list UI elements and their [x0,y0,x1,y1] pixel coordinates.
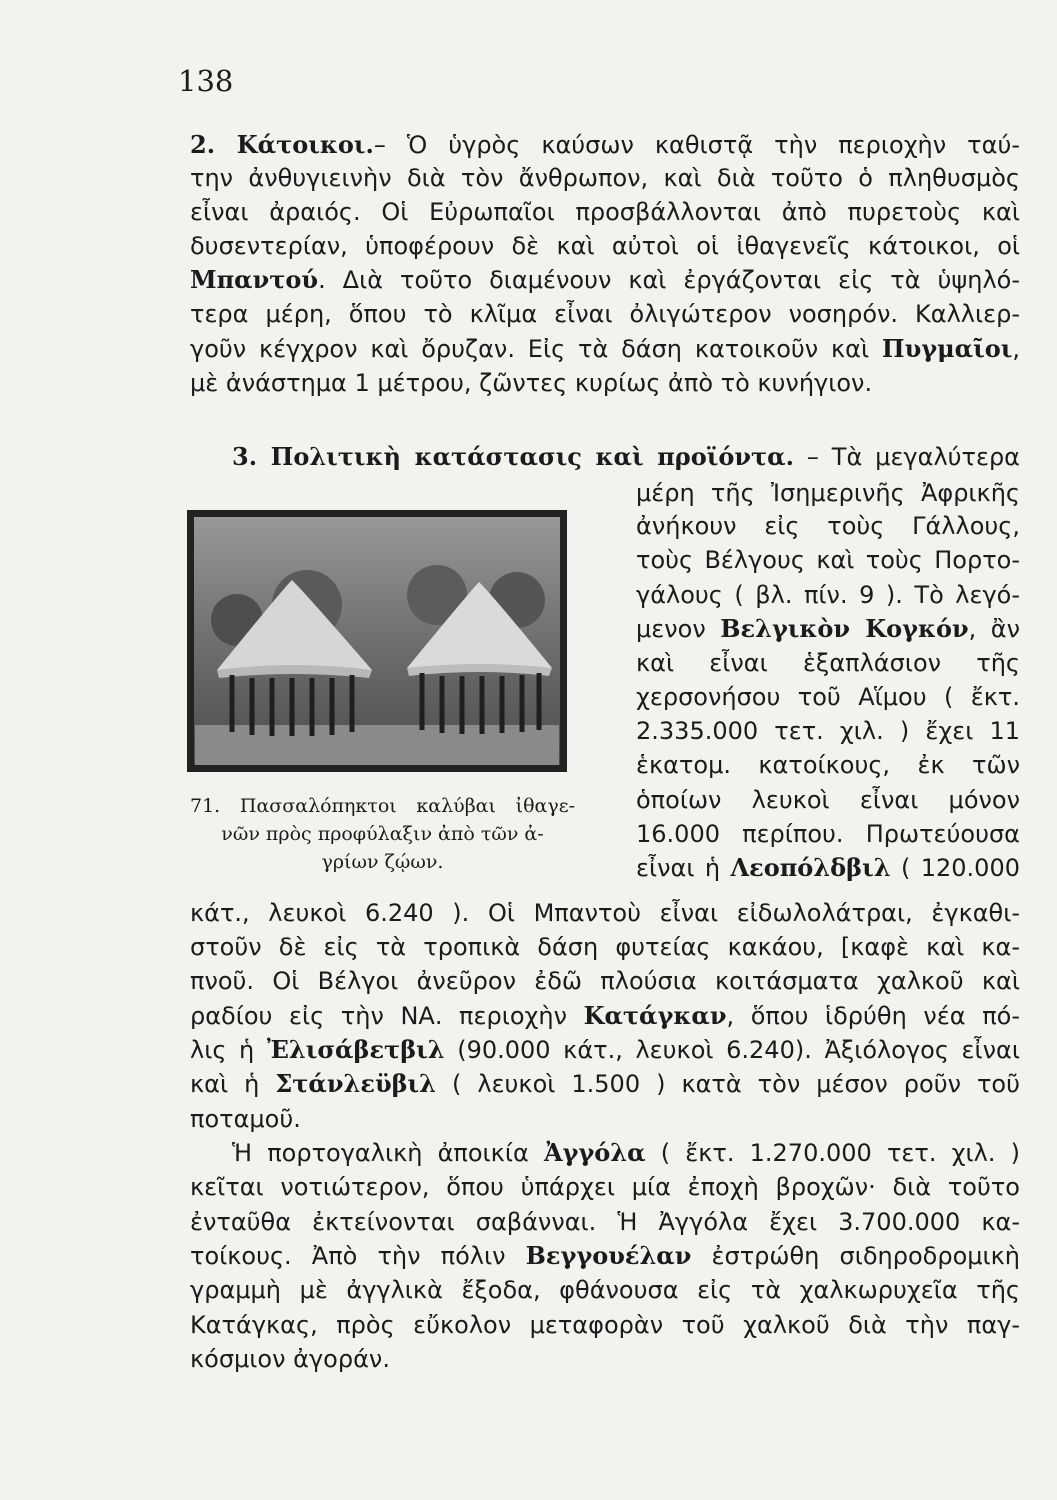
section3-right-line-1: μέρη τῆς Ἰσημερινῆς Ἀφρικῆς [636,479,1020,507]
section2-heading: 2. Κάτοικοι. [190,130,374,159]
figure-caption-line-2: νῶν πρὸς προφύλαξιν ἀπὸ τῶν ἀ- [221,823,544,845]
section2-line-2: την ἀνθυγιεινὴν διὰ τὸν ἄνθρωπον, καὶ διὰ τοῦτο ὁ πληθυσμὸς [190,164,1020,192]
section2-line-6: τερα μέρη, ὅπου τὸ κλῖμα εἶναι ὀλιγώτερον νοσηρόν. Καλλιερ- [190,300,1020,328]
section3-line-8: Ἡ πορτογαλικὴ ἀποικία Ἀγγόλα ( ἔκτ. 1.270.000 τετ. χιλ. ) [232,1138,1020,1167]
section2-line-5: Μπαντού. Διὰ τοῦτο διαμένουν καὶ ἐργάζονται εἰς τὰ ὑψηλό- [190,265,1020,294]
section3-line-6: καὶ ἡ Στάνλεϋβιλ ( λευκοὶ 1.500 ) κατὰ τὸν μέσον ροῦν τοῦ [190,1069,1021,1098]
section3-right-line-7: χερσονήσου τοῦ Αἵμου ( ἔκτ. [636,683,1020,711]
section3-right-line-2: ἀνήκουν εἰς τοὺς Γάλλους, [636,512,1020,540]
section2-line-4: δυσεντερίαν, ὑποφέρουν δὲ καὶ αὐτοὶ οἱ ἰθαγενεῖς κάτοικοι, οἱ [190,232,1020,260]
section3-line-7: ποταμοῦ. [190,1105,301,1133]
section3-line-12: γραμμὴ μὲ ἀγγλικὰ ἔξοδα, φθάνουσα εἰς τὰ χαλκωρυχεῖα τῆς [190,1276,1020,1304]
section3-line-13: Κατάγκας, πρὸς εὔκολον μεταφορὰν τοῦ χαλκοῦ διὰ τὴν παγ- [190,1311,1020,1339]
figure-caption-line-1: 71. Πασσαλόπηκτοι καλύβαι ἰθαγε- [190,795,575,817]
section2-line-7: γοῦν κέγχρον καὶ ὄρυζαν. Εἰς τὰ δάση κατοικοῦν καὶ Πυγμαῖοι, [190,334,1020,363]
section3-heading: 3. Πολιτικὴ κατάστασις καὶ προϊόντα. [232,442,795,471]
section3-right-line-9: ἑκατομ. κατοίκους, ἐκ τῶν [636,751,1020,779]
page-number: 138 [178,64,234,98]
section2-line-8: μὲ ἀνάστημα 1 μέτρου, ζῶντες κυρίως ἀπὸ τὸ κυνήγιον. [190,369,873,397]
section3-line-11: τοίκους. Ἀπὸ τὴν πόλιν Βεγγουέλαν ἐστρώθη σιδηροδρομικὴ [190,1241,1020,1270]
section3-line-2: στοῦν δὲ εἰς τὰ τροπικὰ δάση φυτείας κακάου, [καφὲ καὶ κα- [190,933,1020,961]
section3-line-14: κόσμιον ἀγοράν. [190,1345,390,1373]
section3-line-4: ραδίου εἰς τὴν ΝΑ. περιοχὴν Κατάγκαν, ὅπου ἱδρύθη νέα πό- [190,1001,1020,1030]
section3-line-10: ἐνταῦθα ἐκτείνονται σαβάνναι. Ἡ Ἀγγόλα ἔχει 3.700.000 κα- [190,1208,1020,1236]
section2-line-3: εἶναι ἀραιός. Οἱ Εὐρωπαῖοι προσβάλλονται ἀπὸ πυρετοὺς καὶ [190,198,1020,226]
section3-line-9: κεῖται νοτιώτερον, ὅπου ὑπάρχει μία ἐποχὴ βροχῶν· διὰ τοῦτο [190,1173,1020,1201]
section3-right-line-4: γάλους ( βλ. πίν. 9 ). Τὸ λεγό- [636,581,1020,609]
section3-right-line-6: καὶ εἶναι ἑξαπλάσιον τῆς [636,649,1020,677]
section3-line-1: κάτ., λευκοὶ 6.240 ). Οἱ Μπαντοὺ εἶναι εἰδωλολάτραι, ἐγκαθι- [190,899,1020,927]
section3-right-line-5: μενον Βελγικὸν Κογκόν, ἂν [636,614,1021,643]
section3-line-3: πνοῦ. Οἱ Βέλγοι ἀνεῦρον ἐδῶ πλούσια κοιτάσματα χαλκοῦ καὶ [190,967,1020,995]
figure-caption-line-3: γρίων ζῴων. [321,851,444,873]
photo-huts-on-stilts [187,510,567,772]
section3-heading-line: 3. Πολιτικὴ κατάστασις καὶ προϊόντα. – Τὰ μεγαλύτερα [232,442,1021,471]
huts-photo-illustration [187,510,567,772]
section3-right-line-12: εἶναι ἡ Λεοπόλδβιλ ( 120.000 [636,853,1020,882]
section3-right-line-3: τοὺς Βέλγους καὶ τοὺς Πορτο- [636,546,1020,574]
section3-right-line-10: ὁποίων λευκοὶ εἶναι μόνον [636,786,1020,814]
section3-right-line-11: 16.000 περίπου. Πρωτεύουσα [636,820,1020,848]
section3-line-5: λις ἡ Ἐλισάβετβιλ (90.000 κάτ., λευκοὶ 6.240). Ἀξιόλογος εἶναι [190,1035,1020,1064]
section3-right-line-8: 2.335.000 τετ. χιλ. ) ἔχει 11 [636,717,1020,745]
section2-line-1: 2. Κάτοικοι.– Ὁ ὑγρὸς καύσων καθιστᾷ τὴν περιοχὴν ταύ- [190,130,1020,159]
